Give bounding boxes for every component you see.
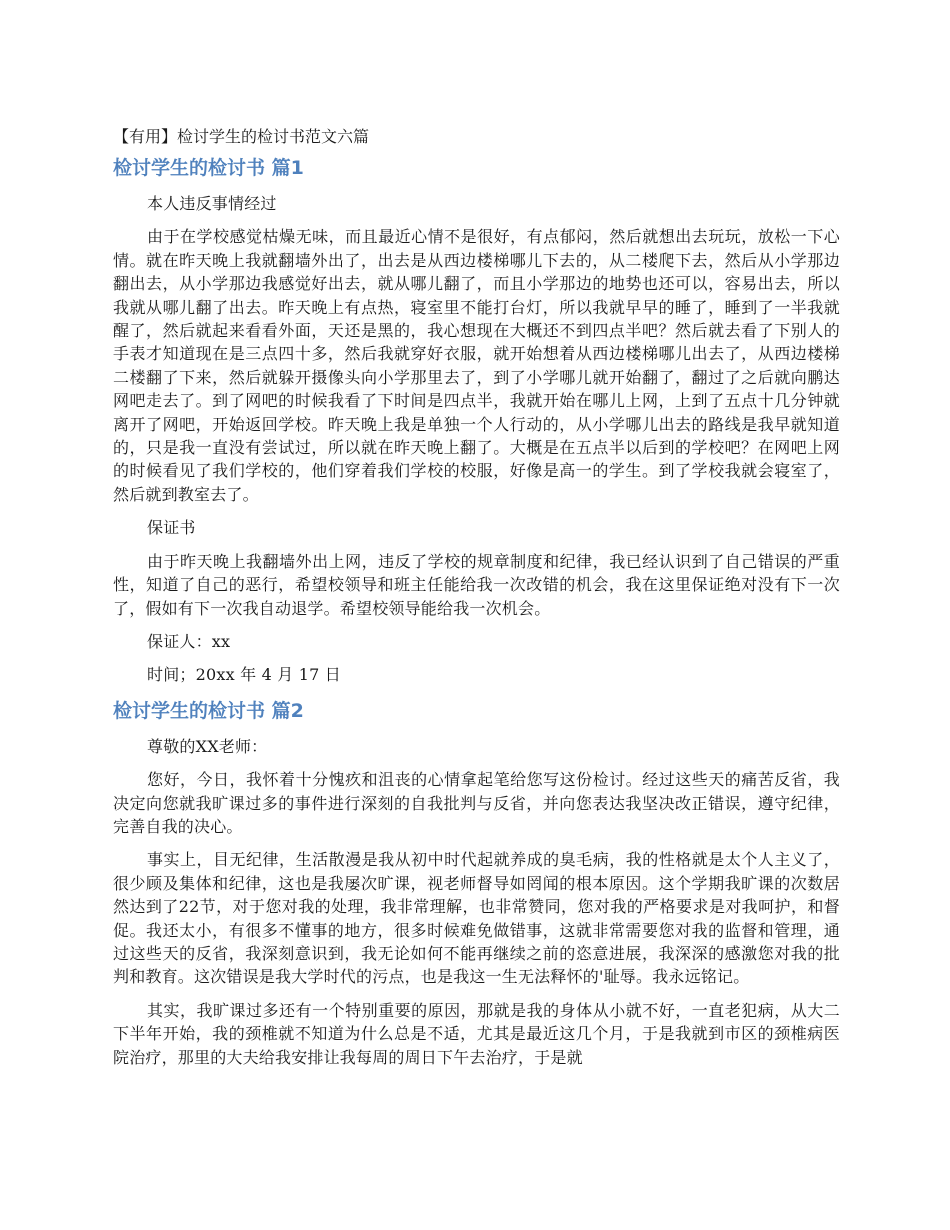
paragraph: 保证书 (147, 518, 196, 538)
document-page (113, 122, 840, 1079)
paragraph: 由于昨天晚上我翻墙外出上网，违反了学校的规章制度和纪律，我已经认识到了自己错误的严重性，知道了自己的恶行，希望校领导和班主任能给我一次改错的机会，我在这里保证绝对没有下一次了，假如有下一次我自动退学。希望校领导能给我一次机会。 (113, 551, 840, 618)
paragraph: 尊敬的XX老师： (147, 736, 268, 756)
section-heading: 检讨学生的检讨书 篇2 (113, 699, 304, 722)
section-heading: 检讨学生的检讨书 篇1 (113, 157, 304, 179)
paragraph: 本人违反事情经过 (147, 194, 277, 213)
paragraph: 其实，我旷课过多还有一个特别重要的原因，那就是我的身体从小就不好，一直老犯病，从大二下半年开始，我的颈椎就不知道为什么总是不适，尤其是最近这几个月，于是我就到市区的颈椎病医院治疗，那里的大夫给我安排让我每周的周日下午去治疗，于是就 (113, 1000, 840, 1067)
paragraph: 事实上，目无纪律，生活散漫是我从初中时代起就养成的臭毛病，我的性格就是太个人主义了，很少顾及集体和纪律，这也是我屡次旷课，视老师督导如罔闻的根本原因。这个学期我旷课的次数居然达到了22节，对于您对我的处理，我非常理解，也非常赞同，您对我的严格要求是对我呵护，和督促。我还太小，有很多不懂事的地方，很多时候难免做错事，这就非常需要您对我的监督和管理，通过这些天的反省，我深刻意识到，我无论如何不能再继续之前的恣意进展，我深深的感激您对我的批判和教育。这次错误是我大学时代的污点，也是我这一生无法释怀的'耻辱。我永远铭记。 (113, 850, 840, 987)
document-title: 【有用】检讨学生的检讨书范文六篇 (113, 127, 370, 146)
section-2 (113, 697, 840, 1069)
paragraph: 由于在学校感觉枯燥无味，而且最近心情不是很好，有点郁闷，然后就想出去玩玩，放松一下心情。就在昨天晚上我就翻墙外出了，出去是从西边楼梯哪儿下去的，从二楼爬下去，然后从小学那边翻出去，从小学那边我感觉好出去，就从哪儿翻了，而且小学那边的地势也还可以，容易出去，所以我就从哪儿翻了出去。昨天晚上有点热，寝室里不能打台灯，所以我就早早的睡了，睡到了一半我就醒了，然后就起来看看外面，天还是黑的，我心想现在大概还不到四点半吧？然后就去看了下别人的手表才知道现在是三点四十多，然后我就穿好衣服，就开始想着从西边楼梯哪儿出去了，从西边楼梯二楼翻了下来，然后就躲开摄像头向小学那里去了，到了小学哪儿就开始翻了，翻过了之后就向鹏达网吧走去了。到了网吧的时候我看了下时间是四点半，我就开始在哪儿上网，上到了五点十几分钟就离开了网吧，开始返回学校。昨天晚上我是单独一个人行动的，从小学哪儿出去的路线是我早就知道的，只是我一直没有尝试过，所以就在昨天晚上翻了。大概是在五点半以后到的学校吧？在网吧上网的时候看见了我们学校的，他们穿着我们学校的校服，好像是高一的学生。到了学校我就会寝室了，然后就到教室去了。 (113, 227, 840, 504)
section-1 (113, 154, 840, 687)
paragraph: 保证人：xx (147, 631, 231, 651)
paragraph: 时间；20xx 年 4 月 17 日 (147, 665, 341, 685)
paragraph: 您好，今日，我怀着十分愧疚和沮丧的心情拿起笔给您写这份检讨。经过这些天的痛苦反省，我决定向您就我旷课过多的事件进行深刻的自我批判与反省，并向您表达我坚决改正错误，遵守纪律，完善自我的决心。 (113, 770, 840, 836)
